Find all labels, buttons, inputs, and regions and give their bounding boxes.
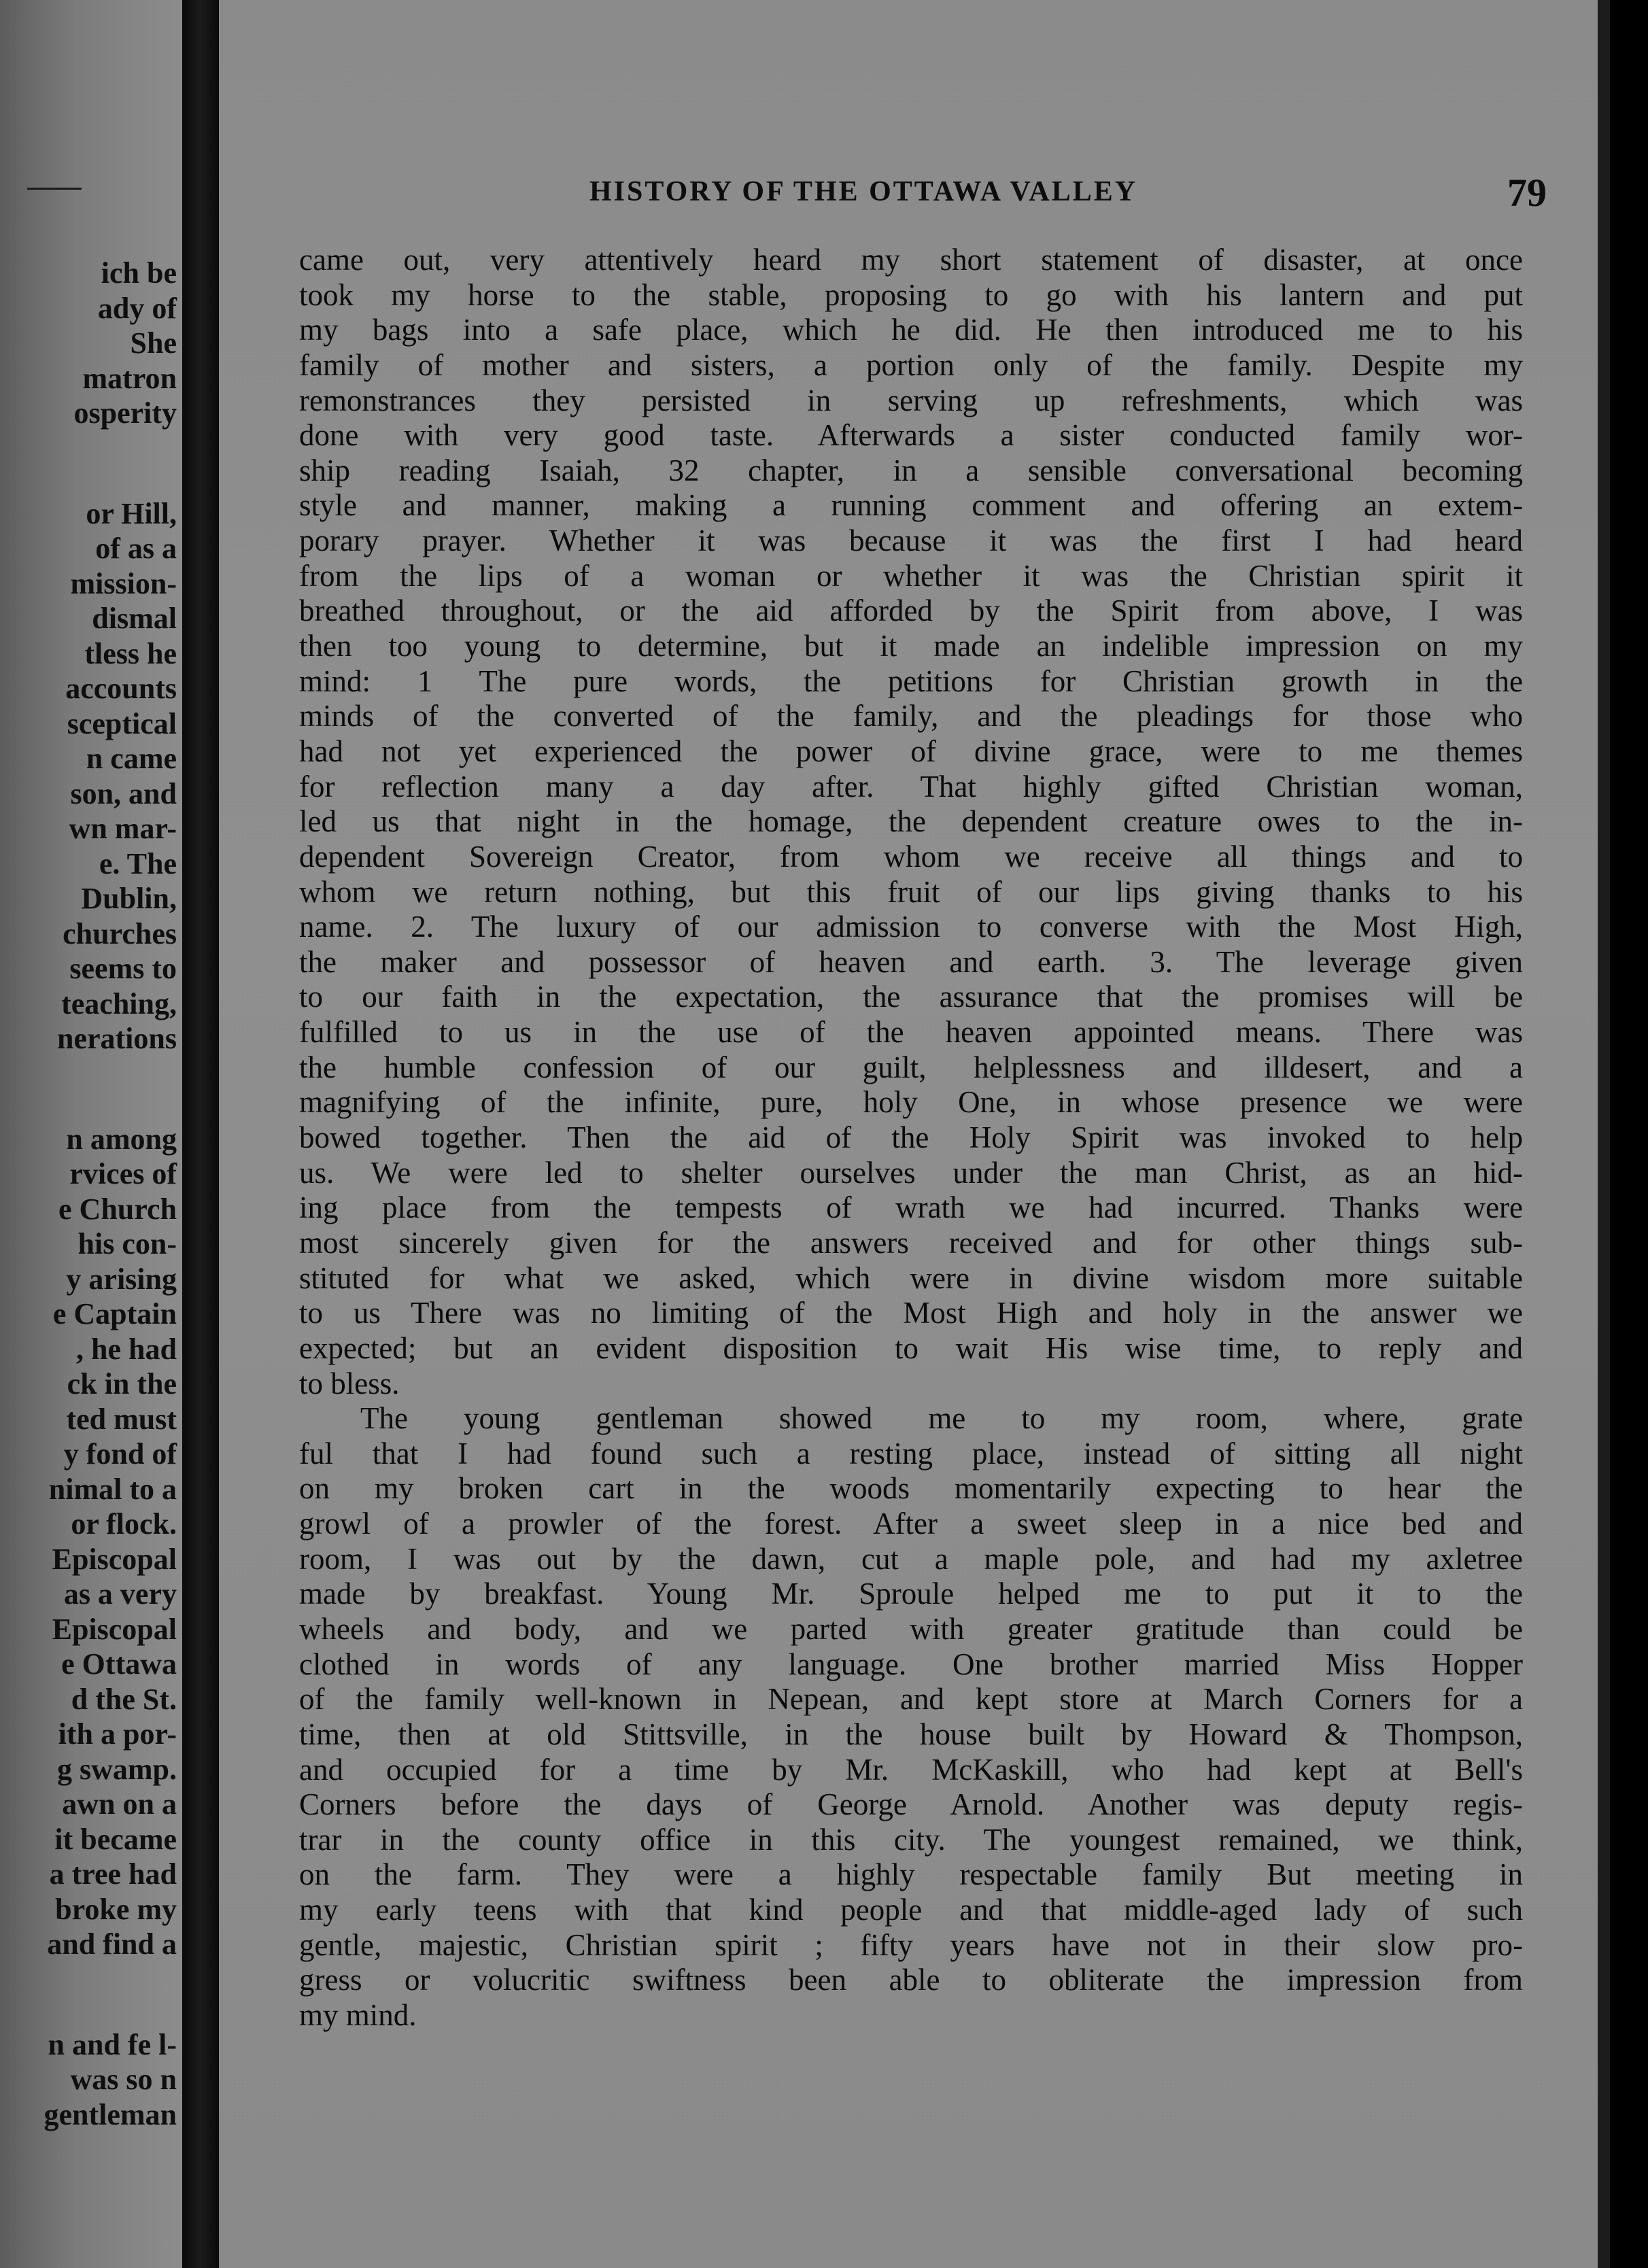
text-line: gress or volucritic swiftness been able to obliterate the impression from bbox=[299, 1963, 1523, 1997]
text-line: style and manner, making a running comment and offering an extem- bbox=[299, 488, 1523, 523]
text-line: ing place from the tempests of wrath we had incurred. Thanks were bbox=[299, 1190, 1523, 1225]
text-line: bowed together. Then the aid of the Holy Spirit was invoked to help bbox=[299, 1120, 1523, 1155]
left-fragment-line: as a very bbox=[63, 1577, 177, 1611]
left-facing-page bbox=[0, 0, 182, 2268]
text-line: stituted for what we asked, which were in divine wisdom more suitable bbox=[299, 1260, 1523, 1295]
left-fragment-line: n and fe l- bbox=[48, 2027, 177, 2061]
text-line: clothed in words of any language. One brother married Miss Hopper bbox=[299, 1647, 1523, 1681]
left-fragment-line: accounts bbox=[65, 672, 177, 705]
left-fragment-line: churches bbox=[63, 916, 177, 950]
left-fragment-line: gentleman bbox=[44, 2097, 177, 2131]
running-title: HISTORY OF THE OTTAWA VALLEY bbox=[589, 176, 1138, 207]
text-line: had not yet experienced the power of divine grace, were to me themes bbox=[299, 734, 1523, 768]
left-fragment-line: Episcopal bbox=[52, 1542, 177, 1576]
left-fragment-line: it became bbox=[54, 1822, 177, 1856]
left-fragment-line: n came bbox=[86, 742, 177, 775]
text-line: my bags into a safe place, which he did. He then introduced me to his bbox=[299, 313, 1523, 347]
left-fragment-line: sceptical bbox=[67, 706, 177, 740]
text-line: of the family well-known in Nepean, and kept store at March Corners for a bbox=[299, 1682, 1523, 1717]
text-line: most sincerely given for the answers received and for other things sub- bbox=[299, 1225, 1523, 1260]
body-text bbox=[299, 243, 1523, 2033]
left-fragment-line: broke my bbox=[55, 1892, 177, 1926]
left-page-rule bbox=[27, 188, 82, 190]
left-fragment-line: y arising bbox=[66, 1262, 177, 1296]
text-line: name. 2. The luxury of our admission to converse with the Most High, bbox=[299, 910, 1523, 944]
main-page bbox=[219, 0, 1610, 2268]
text-line: wheels and body, and we parted with greater gratitude than could be bbox=[299, 1611, 1523, 1646]
left-fragment-line: his con- bbox=[78, 1227, 177, 1260]
left-fragment-line: Dublin, bbox=[81, 882, 177, 915]
left-fragment-line: wn mar- bbox=[69, 812, 177, 845]
left-fragment-line: a tree had bbox=[49, 1857, 177, 1891]
page-number: 79 bbox=[1507, 171, 1547, 215]
text-line: porary prayer. Whether it was because it was the first I had heard bbox=[299, 523, 1523, 558]
left-fragment-line: of as a bbox=[95, 532, 177, 565]
text-line: expected; but an evident disposition to wait His wise time, to reply and bbox=[299, 1330, 1523, 1365]
left-fragment-line: , he had bbox=[76, 1332, 177, 1366]
text-line: minds of the converted of the family, and the pleadings for those who bbox=[299, 699, 1523, 734]
text-line: to our faith in the expectation, the assurance that the promises will be bbox=[299, 980, 1523, 1014]
left-fragment-line: e Captain bbox=[52, 1297, 177, 1330]
left-fragment-line: ady of bbox=[97, 291, 177, 325]
book-gutter bbox=[182, 0, 219, 2268]
text-line: breathed throughout, or the aid afforded by the Spirit from above, I was bbox=[299, 594, 1523, 628]
left-fragment-line: seems to bbox=[69, 952, 177, 985]
text-line: family of mother and sisters, a portion only of the family. Despite my bbox=[299, 347, 1523, 382]
left-fragment-line: osperity bbox=[73, 396, 177, 430]
text-line: time, then at old Stittsville, in the house built by Howard & Thompson, bbox=[299, 1717, 1523, 1751]
left-fragment-line: and find a bbox=[47, 1927, 177, 1961]
text-line: led us that night in the homage, the dependent creature owes to the in- bbox=[299, 804, 1523, 839]
running-head bbox=[589, 171, 1547, 216]
text-line: on my broken cart in the woods momentarily expecting to hear the bbox=[299, 1471, 1523, 1506]
left-fragment-line: g swamp. bbox=[56, 1752, 177, 1786]
left-fragment-line: mission- bbox=[70, 566, 177, 600]
left-page-text-fragments bbox=[44, 256, 177, 2132]
text-line: the maker and possessor of heaven and earth. 3. The leverage given bbox=[299, 944, 1523, 979]
left-fragment-line: e Ottawa bbox=[61, 1647, 177, 1681]
left-fragment-line: matron bbox=[82, 361, 177, 395]
fragment-gap bbox=[44, 1962, 177, 2027]
text-line: my mind. bbox=[299, 1998, 417, 2033]
text-line: and occupied for a time by Mr. McKaskill, who had kept at Bell's bbox=[299, 1752, 1523, 1787]
left-fragment-line: or Hill, bbox=[86, 496, 177, 530]
text-line: gentle, majestic, Christian spirit ; fifty years have not in their slow pro- bbox=[299, 1927, 1523, 1962]
text-line: remonstrances they persisted in serving up refreshments, which was bbox=[299, 383, 1523, 417]
text-line: then too young to determine, but it made an indelible impression on my bbox=[299, 629, 1523, 664]
left-fragment-line: ith a por- bbox=[58, 1717, 177, 1751]
text-line: magnifying of the infinite, pure, holy One, in whose presence we were bbox=[299, 1085, 1523, 1120]
left-fragment-line: rvices of bbox=[69, 1157, 177, 1190]
text-line: made by breakfast. Young Mr. Sproule helped me to put it to the bbox=[299, 1577, 1523, 1611]
text-line: took my horse to the stable, proposing to go with his lantern and put bbox=[299, 277, 1523, 312]
fragment-gap bbox=[44, 431, 177, 496]
left-fragment-line: awn on a bbox=[62, 1787, 177, 1821]
left-fragment-line: ich be bbox=[101, 256, 177, 290]
left-fragment-line: nimal to a bbox=[48, 1472, 177, 1506]
left-fragment-line: e Church bbox=[58, 1192, 177, 1226]
text-line: to bless. bbox=[299, 1366, 400, 1401]
fragment-gap bbox=[44, 1056, 177, 1122]
text-line: ship reading Isaiah, 32 chapter, in a sensible conversational becoming bbox=[299, 453, 1523, 487]
text-line: trar in the county office in this city. The youngest remained, we think, bbox=[299, 1822, 1523, 1857]
text-line: us. We were led to shelter ourselves under the man Christ, as an hid- bbox=[299, 1155, 1523, 1190]
left-fragment-line: ck in the bbox=[67, 1367, 177, 1401]
text-line: done with very good taste. Afterwards a sister conducted family wor- bbox=[299, 418, 1523, 453]
text-line: room, I was out by the dawn, cut a maple pole, and had my axletree bbox=[299, 1541, 1523, 1576]
text-line: mind: 1 The pure words, the petitions for Christian growth in the bbox=[299, 664, 1523, 698]
text-line: dependent Sovereign Creator, from whom we receive all things and to bbox=[299, 839, 1523, 874]
text-line: Corners before the days of George Arnold. Another was deputy regis- bbox=[299, 1787, 1523, 1822]
left-fragment-line: tless he bbox=[84, 636, 177, 670]
left-fragment-line: e. The bbox=[99, 846, 177, 880]
left-fragment-line: d the St. bbox=[71, 1682, 177, 1716]
left-fragment-line: She bbox=[130, 326, 177, 360]
left-fragment-line: son, and bbox=[70, 776, 177, 810]
left-fragment-line: was so n bbox=[70, 2063, 177, 2096]
text-line: growl of a prowler of the forest. After a sweet sleep in a nice bed and bbox=[299, 1507, 1523, 1541]
text-line: to us There was no limiting of the Most High and holy in the answer we bbox=[299, 1296, 1523, 1330]
left-fragment-line: y fond of bbox=[63, 1437, 177, 1471]
text-line: for reflection many a day after. That highly gifted Christian woman, bbox=[299, 769, 1523, 804]
text-line: ful that I had found such a resting place, instead of sitting all night bbox=[299, 1436, 1523, 1471]
text-line: on the farm. They were a highly respectable family But meeting in bbox=[299, 1857, 1523, 1892]
left-fragment-line: teaching, bbox=[61, 986, 177, 1020]
left-fragment-line: nerations bbox=[57, 1022, 177, 1055]
text-line: whom we return nothing, but this fruit of our lips giving thanks to his bbox=[299, 874, 1523, 909]
film-edge bbox=[1610, 0, 1648, 2268]
left-fragment-line: Episcopal bbox=[52, 1612, 177, 1646]
text-line: came out, very attentively heard my short statement of disaster, at once bbox=[299, 243, 1523, 277]
text-line: The young gentleman showed me to my room, where, grate bbox=[360, 1401, 1523, 1436]
left-fragment-line: dismal bbox=[92, 602, 177, 635]
text-line: my early teens with that kind people and that middle-aged lady of such bbox=[299, 1893, 1523, 1927]
text-line: the humble confession of our guilt, helplessness and illdesert, and a bbox=[299, 1050, 1523, 1084]
left-fragment-line: ted must bbox=[66, 1402, 177, 1436]
text-line: fulfilled to us in the use of the heaven appointed means. There was bbox=[299, 1015, 1523, 1050]
left-fragment-line: or flock. bbox=[71, 1507, 177, 1541]
text-line: from the lips of a woman or whether it was the Christian spirit it bbox=[299, 558, 1523, 593]
left-fragment-line: n among bbox=[66, 1122, 177, 1156]
